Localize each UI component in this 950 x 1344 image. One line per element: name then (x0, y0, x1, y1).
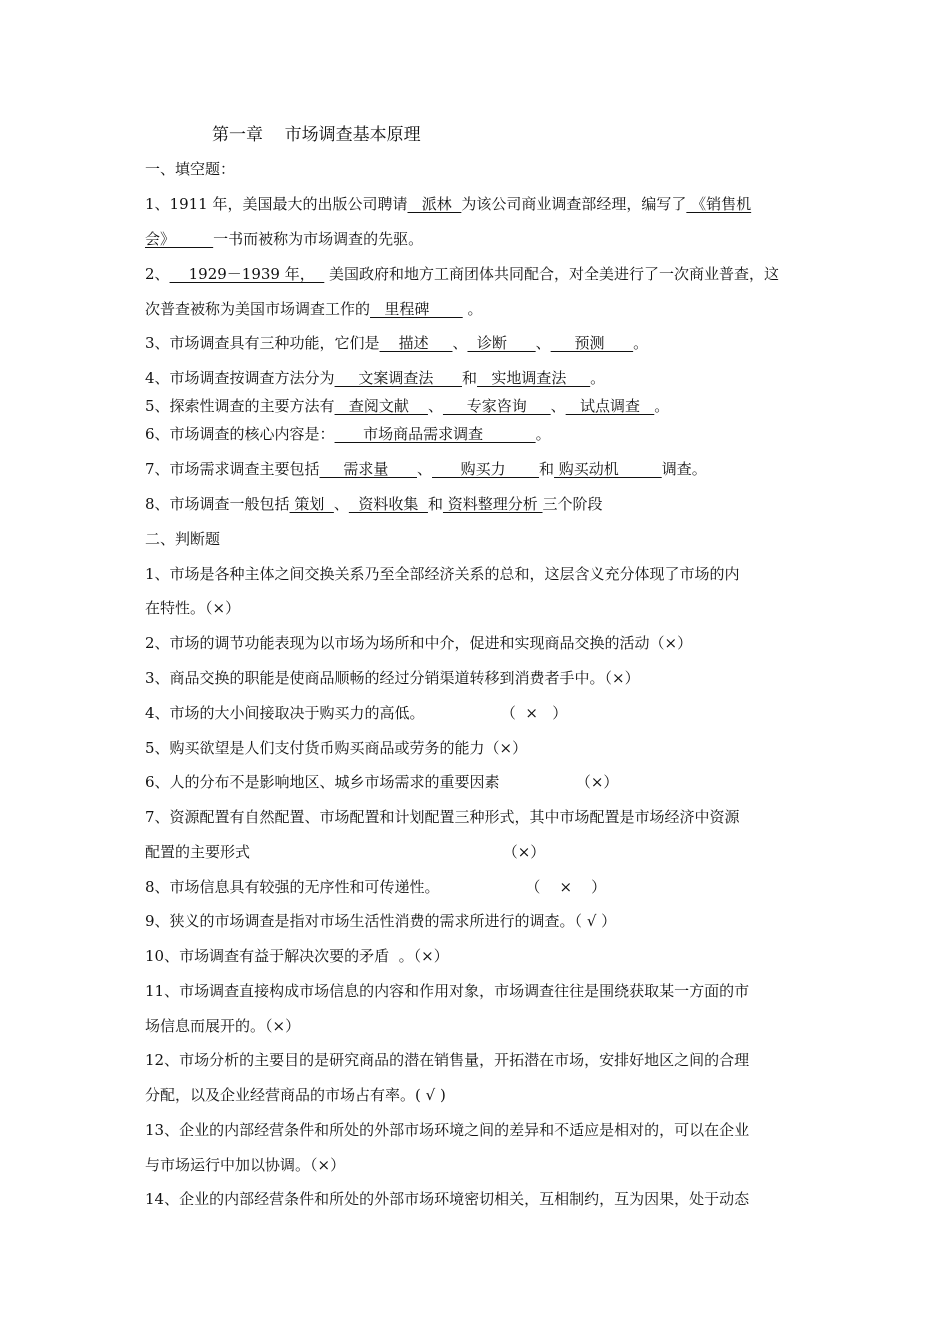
answer-blank: 预测 (550, 334, 634, 352)
section-heading-fill-blank: 一、填空题： (145, 160, 236, 178)
answer-blank: 实地调查法 (477, 369, 591, 387)
answer-blank: 专家咨询 (442, 397, 551, 415)
section-heading-true-false: 二、判断题 (145, 530, 221, 548)
answer-blank: 文案调查法 (334, 369, 462, 387)
judge-question-11-line-2: 场信息而展开的。（×） (145, 1017, 301, 1035)
judge-question-3: 3、商品交换的职能是使商品顺畅的经过分销渠道转移到消费者手中。（×） (145, 669, 640, 687)
judge-question-11-line-1: 11、市场调查直接构成市场信息的内容和作用对象，市场调查往往是围绕获取某一方面的市 (145, 982, 750, 1000)
fill-question-3: 3、市场调查具有三种功能，它们是 描述 、 诊断 、 预测 。 (145, 334, 649, 352)
fill-question-6: 6、市场调查的核心内容是： 市场商品需求调查 。 (145, 425, 551, 443)
judge-question-7-line-2: 配置的主要形式 （×） (145, 843, 546, 861)
answer-blank: 资料收集 (348, 495, 428, 513)
answer-blank: 《销售机 (686, 195, 752, 213)
judge-question-5: 5、购买欲望是人们支付货币购买商品或劳务的能力（×） (145, 739, 528, 757)
answer-blank: 查阅文献 (334, 397, 428, 415)
fill-question-4: 4、市场调查按调查方法分为 文案调查法 和 实地调查法 。 (145, 369, 606, 387)
judge-question-10: 10、市场调查有益于解决次要的矛盾 。（×） (145, 947, 449, 965)
fill-question-7: 7、市场需求调查主要包括 需求量 、 购买力 和 购买动机 调查。 (145, 460, 707, 478)
judge-question-1-line-1: 1、市场是各种主体之间交换关系乃至全部经济关系的总和，这层含义充分体现了市场的内 (145, 565, 740, 583)
answer-blank: 试点调查 (565, 397, 655, 415)
judge-question-13-line-1: 13、企业的内部经营条件和所处的外部市场环境之间的差异和不适应是相对的，可以在企业 (145, 1121, 750, 1139)
fill-question-2-line-2: 次普查被称为美国市场调查工作的 里程碑 。 (145, 300, 483, 318)
judge-question-6: 6、人的分布不是影响地区、城乡市场需求的重要因素 （×） (145, 773, 619, 791)
answer-blank: 需求量 (319, 460, 417, 478)
answer-blank: 诊断 (467, 334, 536, 352)
answer-blank: 购买动机 (554, 460, 662, 478)
fill-question-2-line-1: 2、 1929－1939 年， 美国政府和地方工商团体共同配合，对全美进行了一次商业普查，这 (145, 265, 780, 283)
judge-question-13-line-2: 与市场运行中加以协调。（×） (145, 1156, 346, 1174)
answer-blank: 里程碑 (370, 300, 463, 318)
judge-question-1-line-2: 在特性。（×） (145, 599, 241, 617)
judge-question-4: 4、市场的大小间接取决于购买力的高低。 （ × ） (145, 704, 568, 722)
judge-question-2: 2、市场的调节功能表现为以市场为场所和中介，促进和实现商品交换的活动（×） (145, 634, 693, 652)
answer-blank: 1929－1939 年， (169, 265, 325, 283)
judge-question-12-line-2: 分配，以及企业经营商品的市场占有率。( √ ) (145, 1086, 446, 1104)
judge-question-12-line-1: 12、市场分析的主要目的是研究商品的潜在销售量，开拓潜在市场，安排好地区之间的合理 (145, 1051, 750, 1069)
fill-question-5: 5、探索性调查的主要方法有 查阅文献 、 专家咨询 、 试点调查 。 (145, 397, 670, 415)
answer-blank: 策划 (289, 495, 334, 513)
chapter-title: 第一章 市场调查基本原理 (212, 125, 421, 145)
answer-blank: 派林 (407, 195, 462, 213)
fill-question-8: 8、市场调查一般包括 策划 、 资料收集 和 资料整理分析 三个阶段 (145, 495, 603, 513)
answer-blank: 会》 (145, 230, 214, 248)
judge-question-9: 9、狭义的市场调查是指对市场生活性消费的需求所进行的调查。（ √ ） (145, 912, 617, 930)
judge-question-14-line-1: 14、企业的内部经营条件和所处的外部市场环境密切相关，互相制约，互为因果，处于动态 (145, 1190, 750, 1208)
fill-question-1-line-1: 1、1911 年，美国最大的出版公司聘请 派林 为该公司商业调查部经理，编写了 《销售机 (145, 195, 752, 213)
fill-question-1-line-2: 会》 一书而被称为市场调查的先驱。 (145, 230, 424, 248)
answer-blank: 购买力 (432, 460, 540, 478)
judge-question-7-line-1: 7、资源配置有自然配置、市场配置和计划配置三种形式，其中市场配置是市场经济中资源 (145, 808, 740, 826)
judge-question-8: 8、市场信息具有较强的无序性和可传递性。 （ × ） (145, 878, 607, 896)
answer-blank: 市场商品需求调查 (334, 425, 536, 443)
answer-blank: 资料整理分析 (442, 495, 543, 513)
answer-blank: 描述 (379, 334, 453, 352)
